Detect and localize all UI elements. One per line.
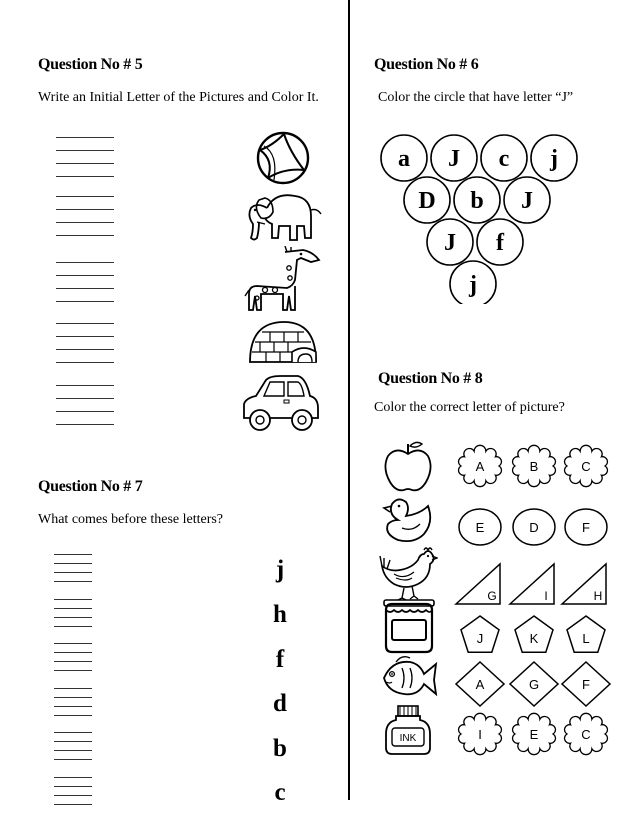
circle-letter: J [448,146,460,172]
shape-letter: C [581,459,591,474]
letter-shape-diamond[interactable] [562,662,610,706]
answer-line[interactable] [54,652,92,653]
answer-line[interactable] [56,385,114,386]
q8-letter-shapes [446,436,616,760]
letter-d: d [273,690,287,717]
letter-shape-cloud[interactable] [513,713,556,754]
answer-line[interactable] [56,301,114,302]
answer-line[interactable] [54,750,92,751]
shape-letter: E [529,727,539,742]
circle-letter: c [498,146,510,172]
answer-line[interactable] [56,137,114,138]
letter-shape-diamond[interactable] [456,662,504,706]
circle-letter: D [418,188,436,214]
letter-shape-triangle[interactable] [456,564,500,604]
answer-line[interactable] [54,643,92,644]
shape-letter: F [582,520,590,535]
ball-icon[interactable] [254,130,312,186]
giraffe-icon[interactable] [243,246,323,314]
answer-line[interactable] [54,626,92,627]
answer-line[interactable] [54,786,92,787]
letter-shape-diamond[interactable] [510,662,558,706]
circle-letter: j [469,272,477,298]
letter-shape-cloud[interactable] [459,445,502,486]
answer-line[interactable] [54,688,92,689]
letter-circle[interactable] [450,261,496,304]
shape-letter: I [478,727,482,742]
answer-line[interactable] [56,176,114,177]
letter-shape-cloud[interactable] [565,445,608,486]
circle-letter: a [398,146,410,172]
letter-circle[interactable] [427,219,473,265]
shape-letter: H [593,589,603,603]
letter-c: c [274,779,286,806]
shape-letter: E [475,520,485,535]
shape-letter: K [529,631,539,646]
column-divider [348,0,350,800]
circle-letter: f [496,230,504,256]
ink-label: INK [399,733,417,744]
q5-title: Question No # 5 [38,56,143,73]
circle-letter: J [521,188,533,214]
answer-line[interactable] [56,163,114,164]
letter-shape-ellipse[interactable] [459,509,501,545]
answer-line[interactable] [56,411,114,412]
letter-shape-triangle[interactable] [562,564,606,604]
shape-letter: F [582,677,590,692]
letter-circle[interactable] [381,135,427,181]
letter-circle[interactable] [454,177,500,223]
q7-title: Question No # 7 [38,478,143,495]
answer-line[interactable] [56,222,114,223]
answer-line[interactable] [56,150,114,151]
answer-line[interactable] [54,777,92,778]
letter-shape-cloud[interactable] [459,713,502,754]
fish-icon[interactable] [380,652,438,702]
shape-letter: J [476,631,484,646]
answer-line[interactable] [54,732,92,733]
letter-h: h [273,601,287,628]
answer-line[interactable] [54,670,92,671]
answer-line[interactable] [56,196,114,197]
letter-circle[interactable] [531,135,577,181]
jar-icon[interactable] [382,598,436,654]
answer-line[interactable] [56,209,114,210]
shape-letter: C [581,727,591,742]
letter-circle[interactable] [481,135,527,181]
ink-icon[interactable] [384,704,432,756]
answer-line[interactable] [54,741,92,742]
letter-shape-cloud[interactable] [565,713,608,754]
car-icon[interactable] [240,374,322,436]
letter-shape-pentagon[interactable] [515,616,553,652]
answer-line[interactable] [56,288,114,289]
answer-line[interactable] [54,706,92,707]
circle-letter: J [444,230,456,256]
q5-instruction: Write an Initial Letter of the Pictures and Color It. [38,90,319,105]
circle-letter: j [550,146,558,172]
letter-circle[interactable] [504,177,550,223]
letter-j: j [275,556,285,583]
answer-line[interactable] [54,617,92,618]
answer-line[interactable] [56,336,114,337]
answer-line[interactable] [54,759,92,760]
letter-circles [370,124,600,304]
igloo-icon[interactable] [246,318,320,366]
apple-icon[interactable] [382,440,434,494]
letter-shape-ellipse[interactable] [565,509,607,545]
answer-line[interactable] [56,275,114,276]
answer-line[interactable] [56,424,114,425]
q6-title: Question No # 6 [374,56,479,73]
shape-letter: A [475,677,485,692]
circle-letter: b [470,188,484,214]
q8-title: Question No # 8 [378,370,483,387]
answer-line[interactable] [54,697,92,698]
letter-shape-pentagon[interactable] [461,616,499,652]
shape-letter: A [475,459,485,474]
q6-instruction: Color the circle that have letter “J” [378,90,574,105]
answer-line[interactable] [54,554,92,555]
letter-f: f [275,646,285,673]
answer-line[interactable] [54,599,92,600]
letter-shape-cloud[interactable] [513,445,556,486]
answer-line[interactable] [54,572,92,573]
answer-line[interactable] [56,235,114,236]
letter-circle[interactable] [404,177,450,223]
answer-line[interactable] [56,362,114,363]
letter-shape-pentagon[interactable] [567,616,605,652]
answer-line[interactable] [54,795,92,796]
elephant-icon[interactable] [243,186,323,246]
letter-circle[interactable] [431,135,477,181]
answer-line[interactable] [56,398,114,399]
answer-line[interactable] [56,262,114,263]
answer-line[interactable] [54,661,92,662]
answer-line[interactable] [56,349,114,350]
q8-instruction: Color the correct letter of picture? [374,400,565,415]
shape-letter: D [529,520,539,535]
letter-shape-ellipse[interactable] [513,509,555,545]
letter-circle[interactable] [477,219,523,265]
q7-instruction: What comes before these letters? [38,512,224,527]
letter-shape-triangle[interactable] [510,564,554,604]
answer-line[interactable] [54,563,92,564]
shape-letter: I [544,589,548,603]
duck-icon[interactable] [380,494,436,546]
answer-line[interactable] [54,608,92,609]
shape-letter: B [529,459,539,474]
answer-line[interactable] [54,581,92,582]
shape-letter: G [487,589,497,603]
answer-line[interactable] [56,323,114,324]
letter-b: b [273,735,287,762]
hen-icon[interactable] [378,544,438,600]
shape-letter: L [582,631,590,646]
shape-letter: G [528,677,540,692]
answer-line[interactable] [54,715,92,716]
answer-line[interactable] [54,804,92,805]
